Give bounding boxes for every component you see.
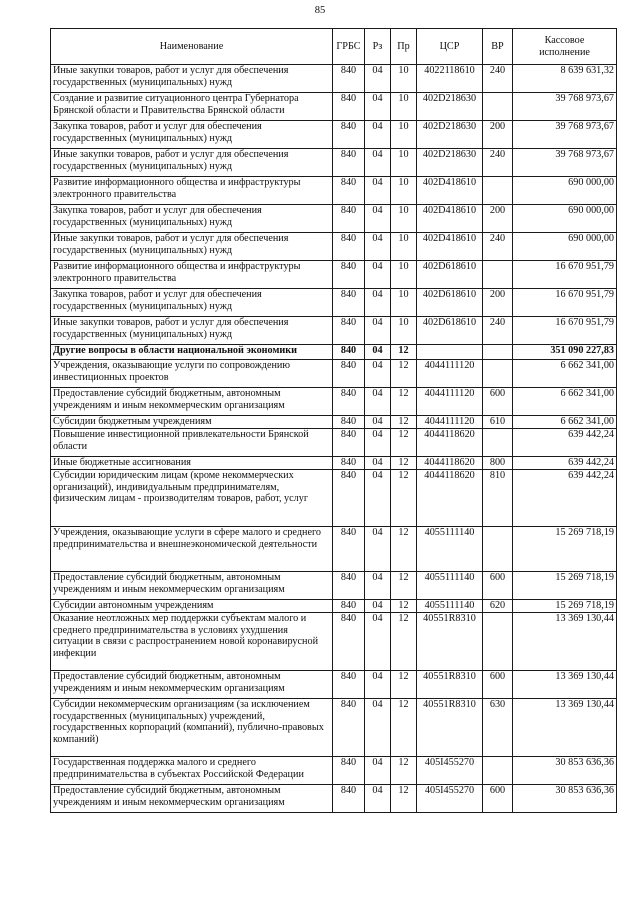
cell-amount: 39 768 973,67 xyxy=(513,149,617,177)
cell-rz: 04 xyxy=(365,470,391,527)
cell-vr: 630 xyxy=(483,699,513,757)
cell-pr: 12 xyxy=(391,671,417,699)
cell-grbs: 840 xyxy=(333,572,365,600)
cell-name: Иные закупки товаров, работ и услуг для обеспечения государственных (муниципальных) нужд xyxy=(51,233,333,261)
cell-pr: 12 xyxy=(391,388,417,416)
cell-csr xyxy=(417,345,483,360)
cell-name: Субсидии бюджетным учреждениям xyxy=(51,416,333,429)
cell-csr: 4044111120 xyxy=(417,416,483,429)
cell-csr: 4055111140 xyxy=(417,572,483,600)
cell-rz: 04 xyxy=(365,149,391,177)
header-rz: Рз xyxy=(365,29,391,65)
cell-amount: 15 269 718,19 xyxy=(513,572,617,600)
cell-rz: 04 xyxy=(365,345,391,360)
cell-csr: 405I455270 xyxy=(417,757,483,785)
cell-vr: 610 xyxy=(483,416,513,429)
cell-vr: 240 xyxy=(483,233,513,261)
cell-csr: 402D418610 xyxy=(417,177,483,205)
cell-name: Иные закупки товаров, работ и услуг для обеспечения государственных (муниципальных) нужд xyxy=(51,65,333,93)
cell-rz: 04 xyxy=(365,177,391,205)
cell-pr: 12 xyxy=(391,416,417,429)
cell-vr: 620 xyxy=(483,600,513,613)
cell-csr: 40551R8310 xyxy=(417,671,483,699)
cell-name: Государственная поддержка малого и среднего предпринимательства в субъектах Российской Федерации xyxy=(51,757,333,785)
cell-rz: 04 xyxy=(365,416,391,429)
cell-vr xyxy=(483,527,513,572)
cell-amount: 639 442,24 xyxy=(513,457,617,470)
cell-name: Иные бюджетные ассигнования xyxy=(51,457,333,470)
cell-name: Учреждения, оказывающие услуги в сфере малого и среднего предпринимательства и внешнеэкономической деятельности xyxy=(51,527,333,572)
page-number: 85 xyxy=(314,5,326,16)
cell-vr xyxy=(483,429,513,457)
cell-grbs: 840 xyxy=(333,527,365,572)
cell-rz: 04 xyxy=(365,600,391,613)
cell-vr: 600 xyxy=(483,671,513,699)
cell-rz: 04 xyxy=(365,457,391,470)
table-row xyxy=(51,470,617,527)
table-row xyxy=(51,429,617,457)
cell-grbs: 840 xyxy=(333,205,365,233)
cell-grbs: 840 xyxy=(333,65,365,93)
cell-vr xyxy=(483,360,513,388)
cell-amount: 13 369 130,44 xyxy=(513,671,617,699)
cell-name: Иные закупки товаров, работ и услуг для обеспечения государственных (муниципальных) нужд xyxy=(51,149,333,177)
cell-name: Закупка товаров, работ и услуг для обеспечения государственных (муниципальных) нужд xyxy=(51,121,333,149)
cell-amount: 13 369 130,44 xyxy=(513,699,617,757)
cell-grbs: 840 xyxy=(333,93,365,121)
cell-vr: 600 xyxy=(483,785,513,813)
cell-amount: 16 670 951,79 xyxy=(513,317,617,345)
cell-name: Предоставление субсидий бюджетным, автономным учреждениям и иным некоммерческим организациям xyxy=(51,572,333,600)
cell-csr: 40551R8310 xyxy=(417,613,483,671)
cell-amount: 30 853 636,36 xyxy=(513,785,617,813)
header-grbs: ГРБС xyxy=(333,29,365,65)
header-name: Наименование xyxy=(51,29,333,65)
cell-grbs: 840 xyxy=(333,360,365,388)
cell-amount: 8 639 631,32 xyxy=(513,65,617,93)
cell-grbs: 840 xyxy=(333,671,365,699)
table-row xyxy=(51,261,617,289)
cell-vr: 240 xyxy=(483,65,513,93)
cell-csr: 4044118620 xyxy=(417,429,483,457)
cell-rz: 04 xyxy=(365,671,391,699)
cell-rz: 04 xyxy=(365,121,391,149)
cell-pr: 12 xyxy=(391,613,417,671)
cell-name: Другие вопросы в области национальной экономики xyxy=(51,345,333,360)
cell-name: Предоставление субсидий бюджетным, автономным учреждениям и иным некоммерческим организациям xyxy=(51,388,333,416)
table-row xyxy=(51,527,617,572)
cell-rz: 04 xyxy=(365,613,391,671)
cell-name: Повышение инвестиционной привлекательности Брянской области xyxy=(51,429,333,457)
cell-pr: 12 xyxy=(391,600,417,613)
cell-rz: 04 xyxy=(365,360,391,388)
cell-pr: 12 xyxy=(391,470,417,527)
cell-grbs: 840 xyxy=(333,289,365,317)
table-body xyxy=(51,65,617,813)
cell-grbs: 840 xyxy=(333,470,365,527)
cell-pr: 10 xyxy=(391,177,417,205)
cell-name: Развитие информационного общества и инфраструктуры электронного правительства xyxy=(51,261,333,289)
cell-csr: 405I455270 xyxy=(417,785,483,813)
table-row xyxy=(51,65,617,93)
cell-name: Оказание неотложных мер поддержки субъектам малого и среднего предпринимательства в условиях ухудшения ситуации в связи с распространением новой коронавирусной инфекции xyxy=(51,613,333,671)
cell-pr: 10 xyxy=(391,65,417,93)
cell-pr: 12 xyxy=(391,699,417,757)
cell-amount: 15 269 718,19 xyxy=(513,527,617,572)
cell-grbs: 840 xyxy=(333,613,365,671)
table-row xyxy=(51,457,617,470)
cell-pr: 12 xyxy=(391,360,417,388)
cell-name: Субсидии юридическим лицам (кроме некоммерческих организаций), индивидуальным предпринимателям, физическим лицам - производителям товаров, работ, услуг xyxy=(51,470,333,527)
cell-rz: 04 xyxy=(365,429,391,457)
cell-vr: 810 xyxy=(483,470,513,527)
cell-pr: 12 xyxy=(391,345,417,360)
cell-vr xyxy=(483,261,513,289)
cell-csr: 402D618610 xyxy=(417,289,483,317)
cell-vr xyxy=(483,613,513,671)
cell-csr: 4022118610 xyxy=(417,65,483,93)
table-row xyxy=(51,785,617,813)
cell-csr: 4044111120 xyxy=(417,388,483,416)
cell-pr: 10 xyxy=(391,121,417,149)
header-amount-line1: Кассовое xyxy=(544,34,585,46)
cell-amount: 351 090 227,83 xyxy=(513,345,617,360)
cell-rz: 04 xyxy=(365,785,391,813)
cell-amount: 6 662 341,00 xyxy=(513,360,617,388)
cell-name: Иные закупки товаров, работ и услуг для обеспечения государственных (муниципальных) нужд xyxy=(51,317,333,345)
cell-amount: 639 442,24 xyxy=(513,470,617,527)
cell-name: Развитие информационного общества и инфраструктуры электронного правительства xyxy=(51,177,333,205)
cell-csr: 402D418610 xyxy=(417,205,483,233)
cell-csr: 402D418610 xyxy=(417,233,483,261)
table-row xyxy=(51,360,617,388)
cell-name: Предоставление субсидий бюджетным, автономным учреждениям и иным некоммерческим организациям xyxy=(51,671,333,699)
cell-rz: 04 xyxy=(365,93,391,121)
cell-pr: 10 xyxy=(391,317,417,345)
cell-name: Создание и развитие ситуационного центра Губернатора Брянской области и Правительства Брянской области xyxy=(51,93,333,121)
cell-grbs: 840 xyxy=(333,785,365,813)
cell-grbs: 840 xyxy=(333,388,365,416)
header-csr: ЦСР xyxy=(417,29,483,65)
cell-amount: 13 369 130,44 xyxy=(513,613,617,671)
cell-grbs: 840 xyxy=(333,177,365,205)
cell-pr: 10 xyxy=(391,149,417,177)
cell-pr: 10 xyxy=(391,233,417,261)
cell-name: Учреждения, оказывающие услуги по сопровождению инвестиционных проектов xyxy=(51,360,333,388)
cell-pr: 10 xyxy=(391,261,417,289)
cell-grbs: 840 xyxy=(333,699,365,757)
table-row xyxy=(51,205,617,233)
cell-csr: 402D618610 xyxy=(417,261,483,289)
cell-vr xyxy=(483,757,513,785)
cell-amount: 6 662 341,00 xyxy=(513,388,617,416)
cell-pr: 12 xyxy=(391,429,417,457)
cell-csr: 4055111140 xyxy=(417,527,483,572)
table-row xyxy=(51,572,617,600)
cell-amount: 690 000,00 xyxy=(513,233,617,261)
cell-csr: 4044118620 xyxy=(417,470,483,527)
table-row xyxy=(51,757,617,785)
cell-csr: 402D218630 xyxy=(417,149,483,177)
cell-grbs: 840 xyxy=(333,429,365,457)
cell-name: Закупка товаров, работ и услуг для обеспечения государственных (муниципальных) нужд xyxy=(51,205,333,233)
cell-pr: 12 xyxy=(391,527,417,572)
cell-rz: 04 xyxy=(365,317,391,345)
budget-table xyxy=(50,28,617,813)
table-row xyxy=(51,317,617,345)
cell-amount: 690 000,00 xyxy=(513,205,617,233)
table-row xyxy=(51,613,617,671)
cell-amount: 15 269 718,19 xyxy=(513,600,617,613)
cell-csr: 4044118620 xyxy=(417,457,483,470)
table-row xyxy=(51,121,617,149)
cell-vr: 600 xyxy=(483,388,513,416)
cell-pr: 12 xyxy=(391,572,417,600)
cell-amount: 6 662 341,00 xyxy=(513,416,617,429)
cell-csr: 402D218630 xyxy=(417,121,483,149)
cell-grbs: 840 xyxy=(333,757,365,785)
cell-amount: 690 000,00 xyxy=(513,177,617,205)
cell-vr: 240 xyxy=(483,317,513,345)
cell-pr: 10 xyxy=(391,93,417,121)
cell-amount: 30 853 636,36 xyxy=(513,757,617,785)
cell-vr: 200 xyxy=(483,205,513,233)
cell-rz: 04 xyxy=(365,205,391,233)
table-row xyxy=(51,600,617,613)
cell-grbs: 840 xyxy=(333,345,365,360)
cell-vr: 240 xyxy=(483,149,513,177)
cell-grbs: 840 xyxy=(333,457,365,470)
cell-vr: 200 xyxy=(483,289,513,317)
cell-name: Субсидии некоммерческим организациям (за исключением государственных (муниципальных) учреждений, государственных корпораций (компаний), публично-правовых компаний) xyxy=(51,699,333,757)
cell-csr: 4044111120 xyxy=(417,360,483,388)
header-amount-line2: исполнение xyxy=(539,46,590,58)
table-row xyxy=(51,671,617,699)
cell-vr xyxy=(483,177,513,205)
table-row xyxy=(51,289,617,317)
cell-csr: 402D618610 xyxy=(417,317,483,345)
cell-rz: 04 xyxy=(365,572,391,600)
cell-rz: 04 xyxy=(365,699,391,757)
cell-name: Субсидии автономным учреждениям xyxy=(51,600,333,613)
cell-vr xyxy=(483,93,513,121)
cell-grbs: 840 xyxy=(333,149,365,177)
cell-rz: 04 xyxy=(365,757,391,785)
cell-amount: 39 768 973,67 xyxy=(513,93,617,121)
cell-csr: 402D218630 xyxy=(417,93,483,121)
cell-vr: 600 xyxy=(483,572,513,600)
header-amount xyxy=(513,29,617,65)
header-row xyxy=(51,29,617,65)
cell-amount: 639 442,24 xyxy=(513,429,617,457)
cell-rz: 04 xyxy=(365,289,391,317)
cell-rz: 04 xyxy=(365,65,391,93)
cell-grbs: 840 xyxy=(333,121,365,149)
cell-amount: 16 670 951,79 xyxy=(513,289,617,317)
table-row xyxy=(51,388,617,416)
table-row xyxy=(51,93,617,121)
header-vr: ВР xyxy=(483,29,513,65)
cell-pr: 10 xyxy=(391,289,417,317)
cell-name: Предоставление субсидий бюджетным, автономным учреждениям и иным некоммерческим организациям xyxy=(51,785,333,813)
table-row xyxy=(51,416,617,429)
cell-grbs: 840 xyxy=(333,600,365,613)
table-row xyxy=(51,149,617,177)
cell-rz: 04 xyxy=(365,388,391,416)
cell-vr: 800 xyxy=(483,457,513,470)
cell-pr: 12 xyxy=(391,785,417,813)
cell-name: Закупка товаров, работ и услуг для обеспечения государственных (муниципальных) нужд xyxy=(51,289,333,317)
cell-pr: 10 xyxy=(391,205,417,233)
table-row xyxy=(51,233,617,261)
cell-amount: 39 768 973,67 xyxy=(513,121,617,149)
table-row xyxy=(51,345,617,360)
cell-grbs: 840 xyxy=(333,233,365,261)
cell-rz: 04 xyxy=(365,233,391,261)
header-pr: Пр xyxy=(391,29,417,65)
cell-vr: 200 xyxy=(483,121,513,149)
cell-rz: 04 xyxy=(365,527,391,572)
table-row xyxy=(51,699,617,757)
cell-vr xyxy=(483,345,513,360)
cell-pr: 12 xyxy=(391,757,417,785)
cell-rz: 04 xyxy=(365,261,391,289)
cell-grbs: 840 xyxy=(333,317,365,345)
table-row xyxy=(51,177,617,205)
cell-grbs: 840 xyxy=(333,261,365,289)
cell-csr: 40551R8310 xyxy=(417,699,483,757)
cell-csr: 4055111140 xyxy=(417,600,483,613)
cell-pr: 12 xyxy=(391,457,417,470)
cell-grbs: 840 xyxy=(333,416,365,429)
cell-amount: 16 670 951,79 xyxy=(513,261,617,289)
